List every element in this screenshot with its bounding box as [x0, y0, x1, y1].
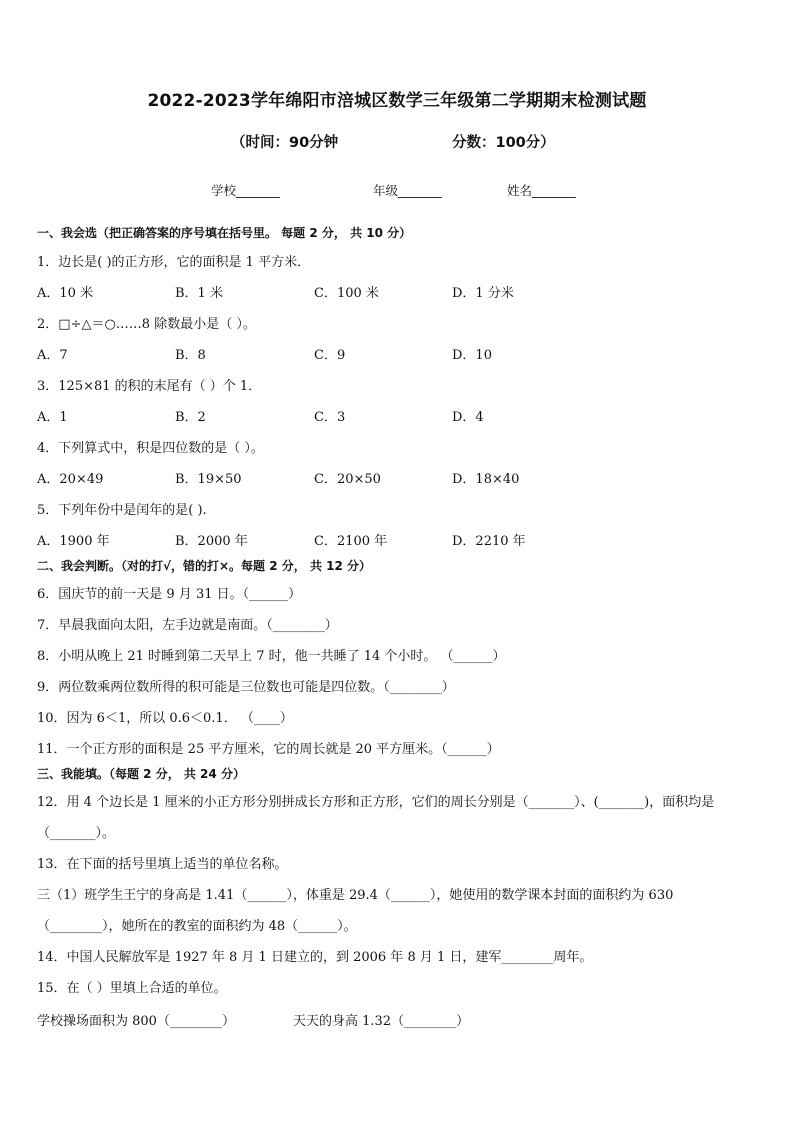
grade-field: 年级_______: [373, 183, 442, 198]
option-1a: A．10 米: [37, 286, 94, 301]
option-2d: D．10: [452, 348, 492, 363]
option-5d: D．2210 年: [452, 534, 526, 549]
option-3d: D．4: [452, 410, 484, 425]
option-4d: D．18×40: [452, 472, 520, 487]
option-2c: C．9: [314, 348, 346, 363]
question-7: 7．早晨我面向太阳，左手边就是南面。（________）: [37, 618, 338, 633]
option-5c: C．2100 年: [314, 534, 388, 549]
option-5b: B．2000 年: [175, 534, 248, 549]
question-11: 11．一个正方形的面积是 25 平方厘米，它的周长就是 20 平方厘米。（______）: [37, 742, 500, 757]
question-14: 14．中国人民解放军是 1927 年 8 月 1 日建立的，到 2006 年 8 月 1 日，建军________周年。: [37, 950, 593, 965]
option-4b: B．19×50: [175, 472, 242, 487]
question-4: 4．下列算式中，积是四位数的是（ ）。: [37, 441, 264, 456]
question-12-continued: （_______）。: [37, 826, 116, 841]
question-15-part-b: 天天的身高 1.32（________）: [293, 1014, 470, 1029]
question-8: 8．小明从晚上 21 时睡到第二天早上 7 时，他一共睡了 14 个小时。 （______）: [37, 649, 506, 664]
option-2b: B．8: [175, 348, 206, 363]
option-3c: C．3: [314, 410, 346, 425]
option-1c: C．100 米: [314, 286, 379, 301]
question-15-part-a: 学校操场面积为 800（________）: [37, 1014, 235, 1029]
option-3b: B．2: [175, 410, 206, 425]
question-9: 9．两位数乘两位数所得的积可能是三位数也可能是四位数。（________）: [37, 680, 455, 695]
name-field: 姓名_______: [507, 183, 576, 198]
section-heading-judge: 二、我会判断。（对的打√，错的打×。每题 2 分， 共 12 分）: [37, 559, 371, 573]
question-3: 3．125×81 的积的末尾有（ ）个 1．: [37, 379, 262, 394]
school-field: 学校_______: [211, 183, 280, 198]
question-1: 1．边长是( )的正方形，它的面积是 1 平方米．: [37, 255, 311, 270]
option-3a: A．1: [37, 410, 68, 425]
question-6: 6．国庆节的前一天是 9 月 31 日。（______）: [37, 587, 302, 602]
question-13-line-2: （________），她所在的教室的面积约为 48（______）。: [37, 919, 357, 934]
option-1d: D．1 分米: [452, 286, 514, 301]
question-15: 15．在（ ）里填上合适的单位。: [37, 981, 227, 996]
question-13-line-1: 三（1）班学生王宁的身高是 1.41（______），体重是 29.4（______），她使用的数学课本封面的面积约为 630: [37, 888, 674, 903]
option-2a: A．7: [37, 348, 68, 363]
question-5: 5．下列年份中是闰年的是( ).: [37, 503, 207, 518]
page-title: 2022-2023学年绵阳市涪城区数学三年级第二学期期末检测试题: [147, 91, 647, 111]
option-5a: A．1900 年: [37, 534, 110, 549]
question-12: 12．用 4 个边长是 1 厘米的小正方形分别拼成长方形和正方形，它们的周长分别是（_______）、(_______)，面积均是: [37, 795, 715, 810]
exam-score: 分数：100分）: [452, 135, 555, 151]
option-1b: B．1 米: [175, 286, 223, 301]
option-4c: C．20×50: [314, 472, 381, 487]
section-heading-fill: 三、我能填。（每题 2 分， 共 24 分）: [37, 767, 245, 781]
question-13: 13．在下面的括号里填上适当的单位名称。: [37, 857, 288, 872]
option-4a: A．20×49: [37, 472, 104, 487]
exam-time: （时间：90分钟: [231, 135, 339, 151]
question-10: 10．因为 6＜1，所以 0.6＜0.1． （____）: [37, 711, 293, 726]
section-heading-choice: 一、我会选（把正确答案的序号填在括号里。 每题 2 分， 共 10 分）: [37, 226, 412, 240]
question-2: 2．□÷△＝○……8 除数最小是（ ）。: [37, 317, 256, 332]
